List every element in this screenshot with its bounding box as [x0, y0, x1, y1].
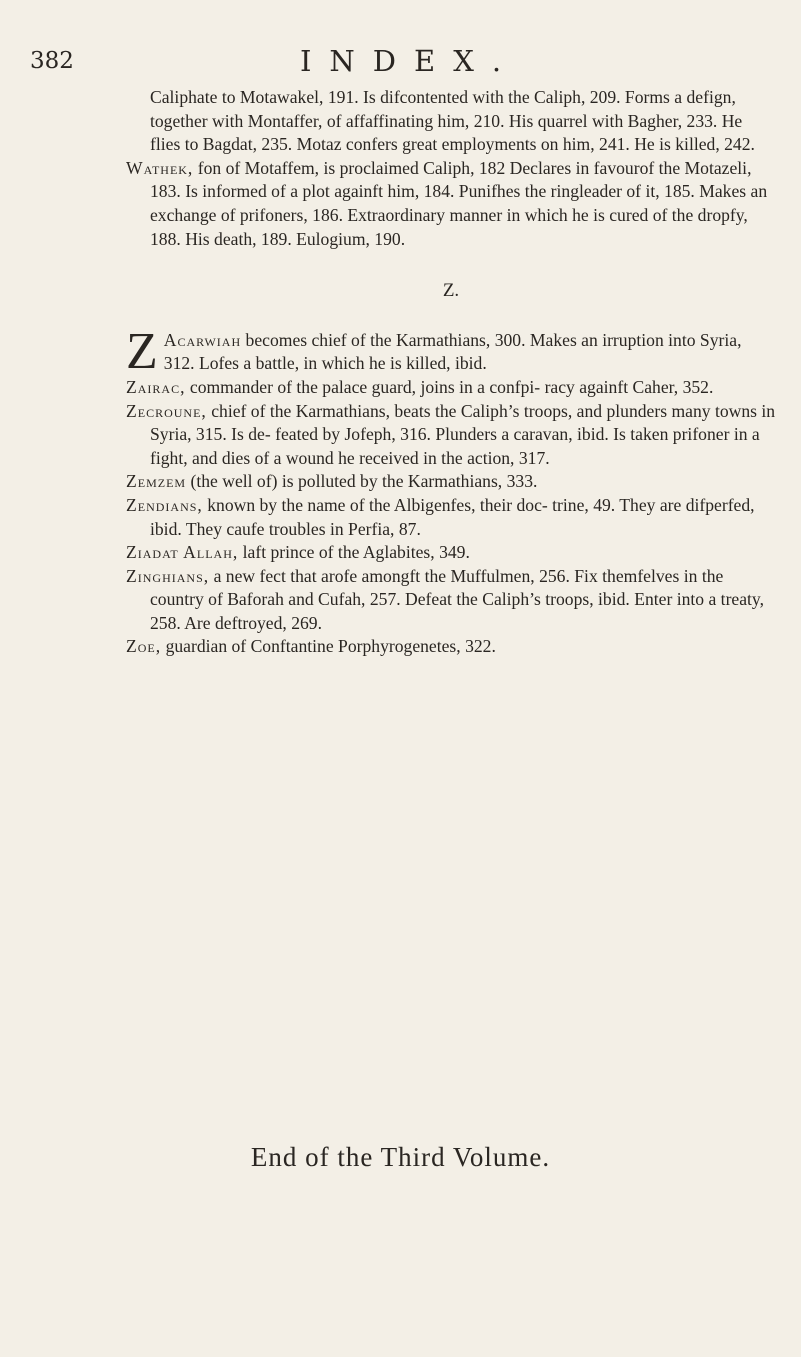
entry-heading: Zecroune, — [126, 400, 207, 421]
index-entry-zinghians — [126, 565, 776, 636]
entry-heading: Wathek, — [126, 157, 194, 178]
entry-text: becomes chief of the Karmathians, 300. Makes an irruption into Syria, 312. Lofes a battle, in which he is killed, ibid. — [163, 329, 742, 374]
entry-heading: Zoe, — [126, 636, 162, 657]
index-entry-ziadat-allah — [126, 541, 776, 565]
entry-heading: Zemzem — [126, 471, 187, 492]
index-entry-zoe — [126, 635, 776, 659]
entry-text: chief of the Karmathians, beats the Caliph’s troops, and plunders many towns in Syria, 315. Is de- feated by Jofeph, 316. Plunders a caravan, ibid. Is taken prifoner in a fight, and dies of a wound he received in the action, 317. — [150, 400, 776, 468]
entry-text: commander of the palace guard, joins in a confpi- racy againft Caher, 352. — [189, 376, 714, 397]
section-letter-heading: Z. — [442, 280, 460, 302]
entry-text: (the well of) is polluted by the Karmathians, 333. — [190, 471, 538, 492]
entry-text: known by the name of the Albigenfes, their doc- trine, 49. They are difperfed, ibid. They caufe troubles in Perfia, 87. — [150, 494, 755, 539]
index-entry-zemzem — [126, 470, 776, 494]
end-of-volume-note: End of the Third Volume. — [250, 1142, 551, 1172]
index-entry-zairac — [126, 376, 776, 400]
entry-heading: Acarwiah — [163, 329, 242, 350]
drop-cap: Z — [126, 322, 158, 380]
entry-heading: Zinghians, — [126, 565, 210, 586]
entry-heading: Zairac, — [126, 376, 186, 397]
running-title: INDEX. — [299, 44, 520, 78]
index-entry-zacarwiah — [126, 322, 776, 380]
entry-text: guardian of Conftantine Porphyrogenetes, 322. — [165, 636, 496, 657]
entry-heading: Zendians, — [126, 494, 203, 515]
entry-text: a new fect that arofe amongft the Muffulmen, 256. Fix themfelves in the country of Baforah and Cufah, 257. Defeat the Caliph’s troops, ibid. Enter into a treaty, 258. Are deftroyed, 269. — [150, 565, 764, 633]
index-entry-zecroune — [126, 400, 776, 471]
entry-text: laft prince of the Aglabites, 349. — [242, 542, 470, 563]
page-number: 382 — [30, 48, 74, 74]
entry-text: fon of Motaffem, is proclaimed Caliph, 182 Declares in favourof the Motazeli, 183. Is informed of a plot againft him, 184. Punifhes the ringleader of it, 185. Makes an exchange of prifoners, 186. Extraordinary manner in which he is cured of the dropfy, 188. His death, 189. Eulogium, 190. — [150, 157, 768, 249]
index-body — [126, 86, 776, 659]
index-entry-zendians — [126, 494, 776, 541]
index-entry-wathek — [126, 157, 776, 251]
entry-text: Caliphate to Motawakel, 191. Is difcontented with the Caliph, 209. Forms a defign, together with Montaffer, of affaffinating him, 210. His quarrel with Bagher, 233. He flies to Bagdat, 235. Motaz confers great employments on him, 241. He is killed, 242. — [150, 87, 755, 155]
index-entry-continuation — [126, 86, 776, 157]
entry-heading: Ziadat Allah, — [126, 542, 239, 563]
